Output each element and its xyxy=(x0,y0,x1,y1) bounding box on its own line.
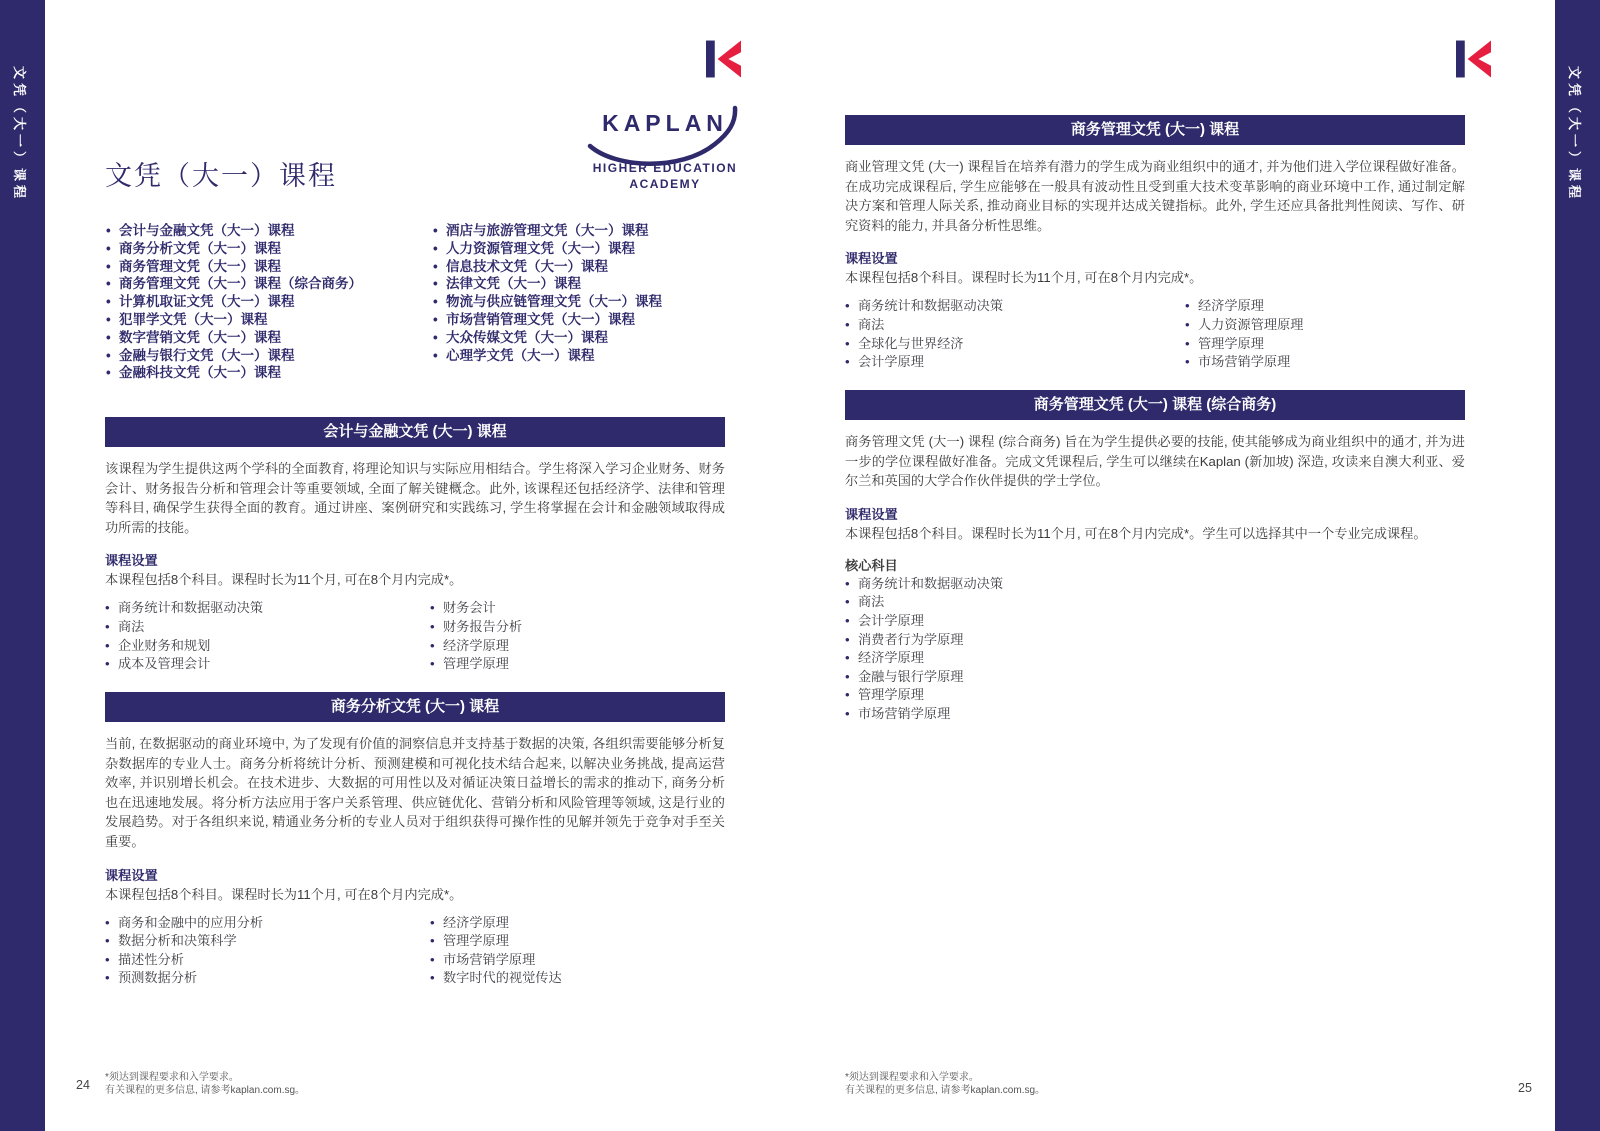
footnote-line-1: *须达到课程要求和入学要求。 xyxy=(105,1072,239,1083)
left-edge-banner xyxy=(0,0,45,1131)
list-item: • 市场营销管理文凭（大一）课程 xyxy=(432,311,662,329)
list-item: • 犯罪学文凭（大一）课程 xyxy=(105,311,432,329)
list-item: • 成本及管理会计 xyxy=(105,655,430,674)
list-item: • 描述性分析 xyxy=(105,951,430,970)
left-banner-label: 文凭（大一）课程 xyxy=(12,66,27,203)
list-item: • 消费者行为学原理 xyxy=(845,631,1465,650)
course-setup-heading: 课程设置 xyxy=(105,553,158,569)
list-item: • 商法 xyxy=(105,618,430,637)
list-item: • 管理学原理 xyxy=(1185,335,1304,354)
list-item: • 财务会计 xyxy=(430,599,522,618)
list-item: • 数字时代的视觉传达 xyxy=(430,969,562,988)
list-item: • 计算机取证文凭（大一）课程 xyxy=(105,293,432,311)
list-item: • 管理学原理 xyxy=(430,655,522,674)
subject-list xyxy=(105,914,725,988)
core-subject-list xyxy=(845,575,1465,724)
footnote-right xyxy=(845,1071,1045,1097)
section-header-bar: 商务管理文凭 (大一) 课程 (综合商务) xyxy=(845,390,1465,420)
kaplan-k-icon xyxy=(1456,40,1491,78)
list-item: • 商务管理文凭（大一）课程（综合商务） xyxy=(105,275,432,293)
list-item: • 会计与金融文凭（大一）课程 xyxy=(105,222,432,240)
right-banner-label: 文凭（大一）课程 xyxy=(1567,66,1582,203)
list-item: • 数字营销文凭（大一）课程 xyxy=(105,329,432,347)
subject-column-2 xyxy=(1185,297,1304,371)
section-description: 当前, 在数据驱动的商业环境中, 为了发现有价值的洞察信息并支持基于数据的决策, 各组织需要能够分析复杂数据库的专业人士。商务分析将统计分析、预测建模和可视化技术结合起来, 以解决业务挑战, 提高运营效率, 并识别增长机会。在技术进步、大数据的可用性以及对循证决策日益增长的需求的推动下, 商务分析也在迅速地发展。将分析方法应用于客户关系管理、供应链优化、营销分析和风险管理等领域, 这是行业的发展趋势。对于各组织来说, 精通业务分析的专业人员对于组织获得可操作性的见解并领先于竞争对手至关重要。 xyxy=(105,736,725,849)
course-setup-heading: 课程设置 xyxy=(845,506,898,522)
list-item: • 商法 xyxy=(845,316,1185,335)
list-item: • 数据分析和决策科学 xyxy=(105,932,430,951)
section-business-management xyxy=(845,115,1465,372)
list-item: • 人力资源管理文凭（大一）课程 xyxy=(432,240,662,258)
list-item: • 信息技术文凭（大一）课程 xyxy=(432,258,662,276)
section-description: 商务管理文凭 (大一) 课程 (综合商务) 旨在为学生提供必要的技能, 使其能够成为商业组织中的通才, 并为进一步的学位课程做好准备。完成文凭课程后, 学生可以继续在Kaplan (新加坡) 深造, 攻读来自澳大利亚、爱尔兰和英国的大学合作伙伴提供的学士学位。 xyxy=(845,434,1465,489)
list-item: • 企业财务和规划 xyxy=(105,637,430,656)
course-setup-heading: 课程设置 xyxy=(105,867,158,883)
right-edge-banner xyxy=(1555,0,1600,1131)
subject-column-1 xyxy=(845,297,1185,371)
list-item: • 经济学原理 xyxy=(430,914,562,933)
list-item: • 法律文凭（大一）课程 xyxy=(432,275,662,293)
list-item: • 商务统计和数据驱动决策 xyxy=(105,599,430,618)
subject-column-2 xyxy=(430,599,522,673)
list-item: • 市场营销学原理 xyxy=(430,951,562,970)
list-item: • 金融与银行学原理 xyxy=(845,668,1465,687)
kaplan-higher-education-logo xyxy=(580,98,750,193)
list-item: • 金融与银行文凭（大一）课程 xyxy=(105,347,432,365)
footnote-line-2: 有关课程的更多信息, 请参考kaplan.com.sg。 xyxy=(845,1085,1046,1096)
section-header-bar: 商务管理文凭 (大一) 课程 xyxy=(845,115,1465,145)
course-setup-text: 本课程包括8个科目。课程时长为11个月, 可在8个月内完成*。 xyxy=(845,270,1203,286)
course-list-column-2 xyxy=(432,222,662,382)
list-item: • 经济学原理 xyxy=(1185,297,1304,316)
list-item: • 商务管理文凭（大一）课程 xyxy=(105,258,432,276)
section-business-analytics xyxy=(105,692,725,988)
list-item: • 财务报告分析 xyxy=(430,618,522,637)
list-item: • 经济学原理 xyxy=(430,637,522,656)
course-setup-heading: 课程设置 xyxy=(845,251,898,267)
subject-column-2 xyxy=(430,914,562,988)
kaplan-sub-text-1: HIGHER EDUCATION xyxy=(592,161,738,175)
list-item: • 大众传媒文凭（大一）课程 xyxy=(432,329,662,347)
list-item: • 物流与供应链管理文凭（大一）课程 xyxy=(432,293,662,311)
section-description: 该课程为学生提供这两个学科的全面教育, 将理论知识与实际应用相结合。学生将深入学习企业财务、财务会计、财务报告分析和管理会计等重要领域, 全面了解关键概念。此外, 该课程还包括经济学、法律和管理等科目, 确保学生获得全面的教育。通过讲座、案例研究和实践练习, 学生将掌握在会计和金融领域取得成功所需的技能。 xyxy=(105,461,725,535)
list-item: • 人力资源管理原理 xyxy=(1185,316,1304,335)
subject-column-1 xyxy=(105,914,430,988)
page-number-right: 25 xyxy=(1518,1081,1532,1095)
list-item: • 会计学原理 xyxy=(845,612,1465,631)
list-item: • 金融科技文凭（大一）课程 xyxy=(105,364,432,382)
section-accounting-finance xyxy=(105,417,725,674)
list-item: • 酒店与旅游管理文凭（大一）课程 xyxy=(432,222,662,240)
list-item: • 管理学原理 xyxy=(845,686,1465,705)
footnote-left xyxy=(105,1071,305,1097)
list-item: • 预测数据分析 xyxy=(105,969,430,988)
kaplan-k-icon xyxy=(706,40,741,78)
list-item: • 商务和金融中的应用分析 xyxy=(105,914,430,933)
list-item: • 商务分析文凭（大一）课程 xyxy=(105,240,432,258)
section-header-bar: 会计与金融文凭 (大一) 课程 xyxy=(105,417,725,447)
section-header-bar: 商务分析文凭 (大一) 课程 xyxy=(105,692,725,722)
kaplan-sub-text-2: ACADEMY xyxy=(629,177,701,191)
course-setup-text: 本课程包括8个科目。课程时长为11个月, 可在8个月内完成*。 xyxy=(105,572,463,588)
list-item: • 会计学原理 xyxy=(845,353,1185,372)
footnote-line-1: *须达到课程要求和入学要求。 xyxy=(845,1072,979,1083)
list-item: • 商务统计和数据驱动决策 xyxy=(845,297,1185,316)
course-setup-text: 本课程包括8个科目。课程时长为11个月, 可在8个月内完成*。学生可以选择其中一个专业完成课程。 xyxy=(845,525,1427,541)
section-business-management-combined xyxy=(845,390,1465,724)
page-title: 文凭（大一）课程 xyxy=(105,161,337,192)
list-item: • 管理学原理 xyxy=(430,932,562,951)
kaplan-brand-text: KAPLAN xyxy=(602,110,728,136)
course-setup-text: 本课程包括8个科目。课程时长为11个月, 可在8个月内完成*。 xyxy=(105,886,463,902)
core-subjects-heading: 核心科目 xyxy=(845,557,898,573)
list-item: • 心理学文凭（大一）课程 xyxy=(432,347,662,365)
subject-column-1 xyxy=(105,599,430,673)
section-description: 商业管理文凭 (大一) 课程旨在培养有潜力的学生成为商业组织中的通才, 并为他们进入学位课程做好准备。在成功完成课程后, 学生应能够在一般具有波动性且受到重大技术变革影响的商业环境中工作, 通过制定解决方案和管理人际关系, 推动商业目标的实现并达成关键指标。此外, 学生还应具备批判性阅读、写作、研究资料的能力, 并具备分析性思维。 xyxy=(845,159,1465,233)
course-list xyxy=(105,222,745,382)
list-item: • 经济学原理 xyxy=(845,649,1465,668)
list-item: • 市场营销学原理 xyxy=(1185,353,1304,372)
list-item: • 商务统计和数据驱动决策 xyxy=(845,575,1465,594)
page-number-left: 24 xyxy=(76,1078,90,1092)
course-list-column-1 xyxy=(105,222,432,382)
list-item: • 商法 xyxy=(845,593,1465,612)
list-item: • 市场营销学原理 xyxy=(845,705,1465,724)
list-item: • 全球化与世界经济 xyxy=(845,335,1185,354)
subject-list xyxy=(105,599,725,673)
subject-list xyxy=(845,297,1465,371)
footnote-line-2: 有关课程的更多信息, 请参考kaplan.com.sg。 xyxy=(105,1085,306,1096)
